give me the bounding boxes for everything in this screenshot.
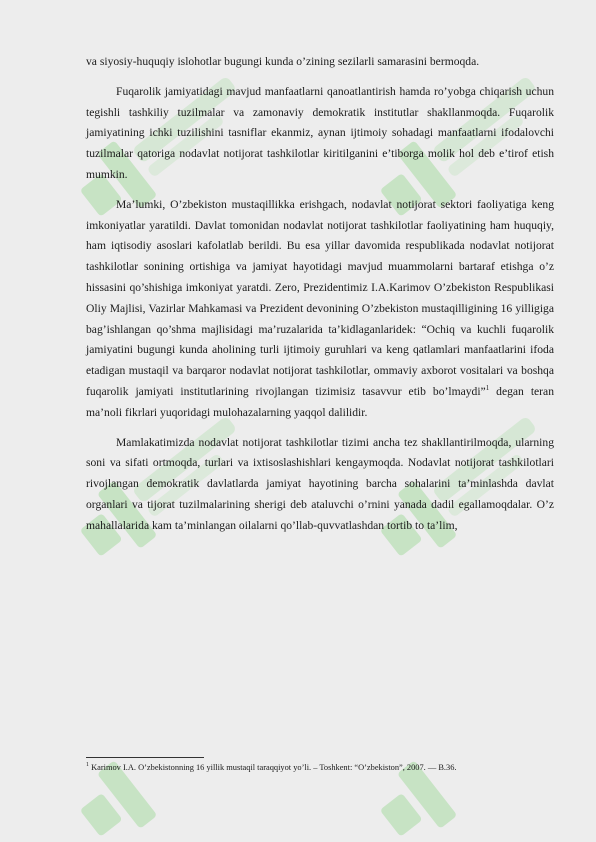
paragraph: Fuqarolik jamiyatidagi mavjud manfaatlarni qanoatlantirish hamda ro’yobga chiqarish uchun tegishli tashkiliy tuzilmalar va zamonaviy demokratik institutlar shakllanmoqda. Fuqarolik jamiyatining ichki tuzilishini tasniflar ekanmiz, aynan ijtimoiy sohadagi manfaatlarni ifodalovchi tuzilmalar qatoriga nodavlat notijorat tashkilotlar kiritilganini e’tiborga molik hol deb e’tirof etish mumkin.	[86, 84, 554, 181]
footnote	[86, 762, 554, 773]
paragraph: va siyosiy-huquqiy islohotlar bugungi kunda o’zining sezilarli samarasini bermoqda.	[86, 55, 480, 68]
paragraph	[86, 195, 554, 424]
body-text	[86, 52, 554, 546]
paragraph-text: Ma’lumki, O’zbekiston mustaqillikka erishgach, nodavlat notijorat sektori faoliyatiga keng imkoniyatlar yaratildi. Davlat tomonidan nodavlat notijorat tashkilotlar faoliyatining ham huquqiy, ham iqtisodiy asoslari kafolatlab berildi. Bu esa yillar davomida respublikada nodavlat notijorat tashkilotlar sonining ortishiga va jamiyat hayotidagi mavjud muammolarni bartaraf etishga o’z hissasini qo’shishiga imkoniyat yaratdi. Zero, Prezidentimiz I.A.Karimov O’zbekiston Respublikasi Oliy Majlisi, Vazirlar Mahkamasi va Prezident devonining O’zbekiston mustaqilligining 16 yilligiga bag’ishlangan qo’shma majlisidagi ma’ruzalarida ta’kidlaganlaridek: “Ochiq va kuchli fuqarolik jamiyatini bugungi kunda aholining turli ijtimoiy guruhlari va keng qatlamlari manfaatlarini ifoda etadigan mustaqil va barqaror nodavlat notijorat tashkilotlar, ommaviy axborot vositalari va boshqa fuqarolik jamiyati institutlarining rivojlangan tizimisiz tasavvur etib bo’lmaydi”	[86, 197, 554, 398]
watermark-logo-icon	[60, 660, 270, 842]
paragraph-text: degan teran ma’noli fikrlari yuqoridagi mulohazalarning yaqqol dalilidir.	[86, 384, 554, 419]
paragraph: Mamlakatimizda nodavlat notijorat tashkilotlar tizimi ancha tez shakllantirilmoqda, ularning soni va sifati ortmoqda, turlari va ixtisoslashishlari kengaymoqda. Nodavlat notijorat tashkilotlari rivojlangan demokratik davlatlarda jamiyat hayotining barcha sohalarini ta’minlashda davlat organlari va tijorat tuzilmalarining sherigi deb ataluvchi o’rnini yanada dadil egallamoqdalar. O’z mahallalarida kam ta’minlangan oilalarni qo’llab-quvvatlashdan tortib to ta’lim,	[86, 435, 554, 532]
footnote-text: Karimov I.A. O’zbekistonning 16 yillik mustaqil taraqqiyot yo’li. – Toshkent: “O’zbekiston”, 2007. — B.36.	[89, 763, 457, 772]
watermark-logo-icon	[360, 660, 570, 842]
footnote-mark: 1	[86, 762, 89, 769]
footnote-reference[interactable]: 1	[485, 384, 490, 393]
footnote-divider	[86, 757, 204, 758]
